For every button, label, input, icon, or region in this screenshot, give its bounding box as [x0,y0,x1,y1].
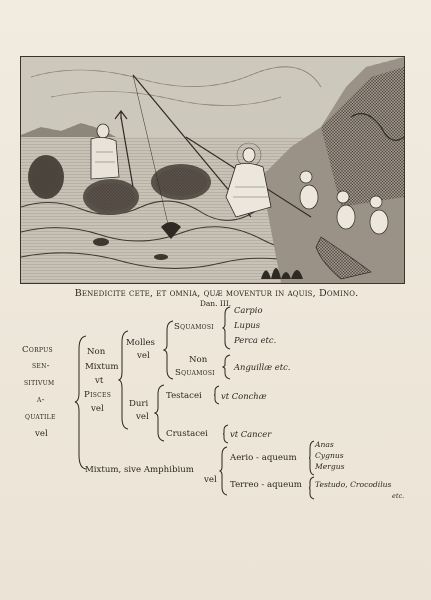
brace-non-squamosi [222,354,232,380]
molles-vel: vel [137,351,150,361]
brace-root [74,335,88,470]
example-mergus: Mergus [315,462,345,471]
verse-reference: Dan. III. [199,299,232,308]
squamosi-label: Squamosi [174,322,214,332]
sea-scene-illustration [21,57,404,283]
example-cygnus: Cygnus [315,451,344,460]
example-lupus: Lupus [234,320,261,330]
engraving-illustration [20,56,405,284]
aerio-label: Aerio - aqueum [230,453,297,463]
non-mixtum-line-5: vel [91,404,104,414]
duri-label: Duri [129,399,149,409]
example-cancer: vt Cancer [230,429,272,439]
root-line-2: sen- [32,361,50,371]
non-mixtum-line-4: Pisces [84,390,112,400]
example-carpio: Carpio [234,305,263,315]
root-line-5: quatile [25,412,56,422]
terreo-label: Terreo - aqueum [230,480,302,490]
non-mixtum-line-2: Mixtum [85,362,119,372]
example-conchae: vt Conchæ [221,391,267,401]
brace-duri [154,384,166,442]
example-perca: Perca etc. [234,335,277,345]
root-line-4: a- [37,395,45,405]
duri-vel: vel [136,412,149,422]
molles-label: Molles [126,338,155,348]
mixtum-label: Mixtum, sive Amphibium [85,465,194,475]
brace-crustacei [222,424,230,444]
root-line-1: Corpus [22,345,53,355]
crustacei-label: Crustacei [166,429,208,439]
non-squamosi-line-1: Non [189,355,208,365]
non-mixtum-line-3: vt [95,376,104,386]
root-line-3: sitivum [24,378,55,388]
example-anguillae: Anguillæ etc. [234,362,291,372]
non-mixtum-line-1: Non [87,347,106,357]
brace-testacei [213,385,221,405]
root-line-6: vel [35,429,48,439]
engraving-caption: Benedicite cete, et omnia, quæ moventur in aquis, Domino. [74,288,359,299]
example-anas: Anas [315,440,334,449]
brace-squamosi [222,306,232,350]
example-etc: etc. [392,492,405,500]
brace-mixtum [219,446,229,496]
mixtum-vel: vel [204,475,217,485]
example-testudo-crocodilus: Testudo, Crocodilus [315,480,392,489]
testacei-label: Testacei [166,391,202,401]
non-squamosi-line-2: Squamosi [175,368,215,378]
